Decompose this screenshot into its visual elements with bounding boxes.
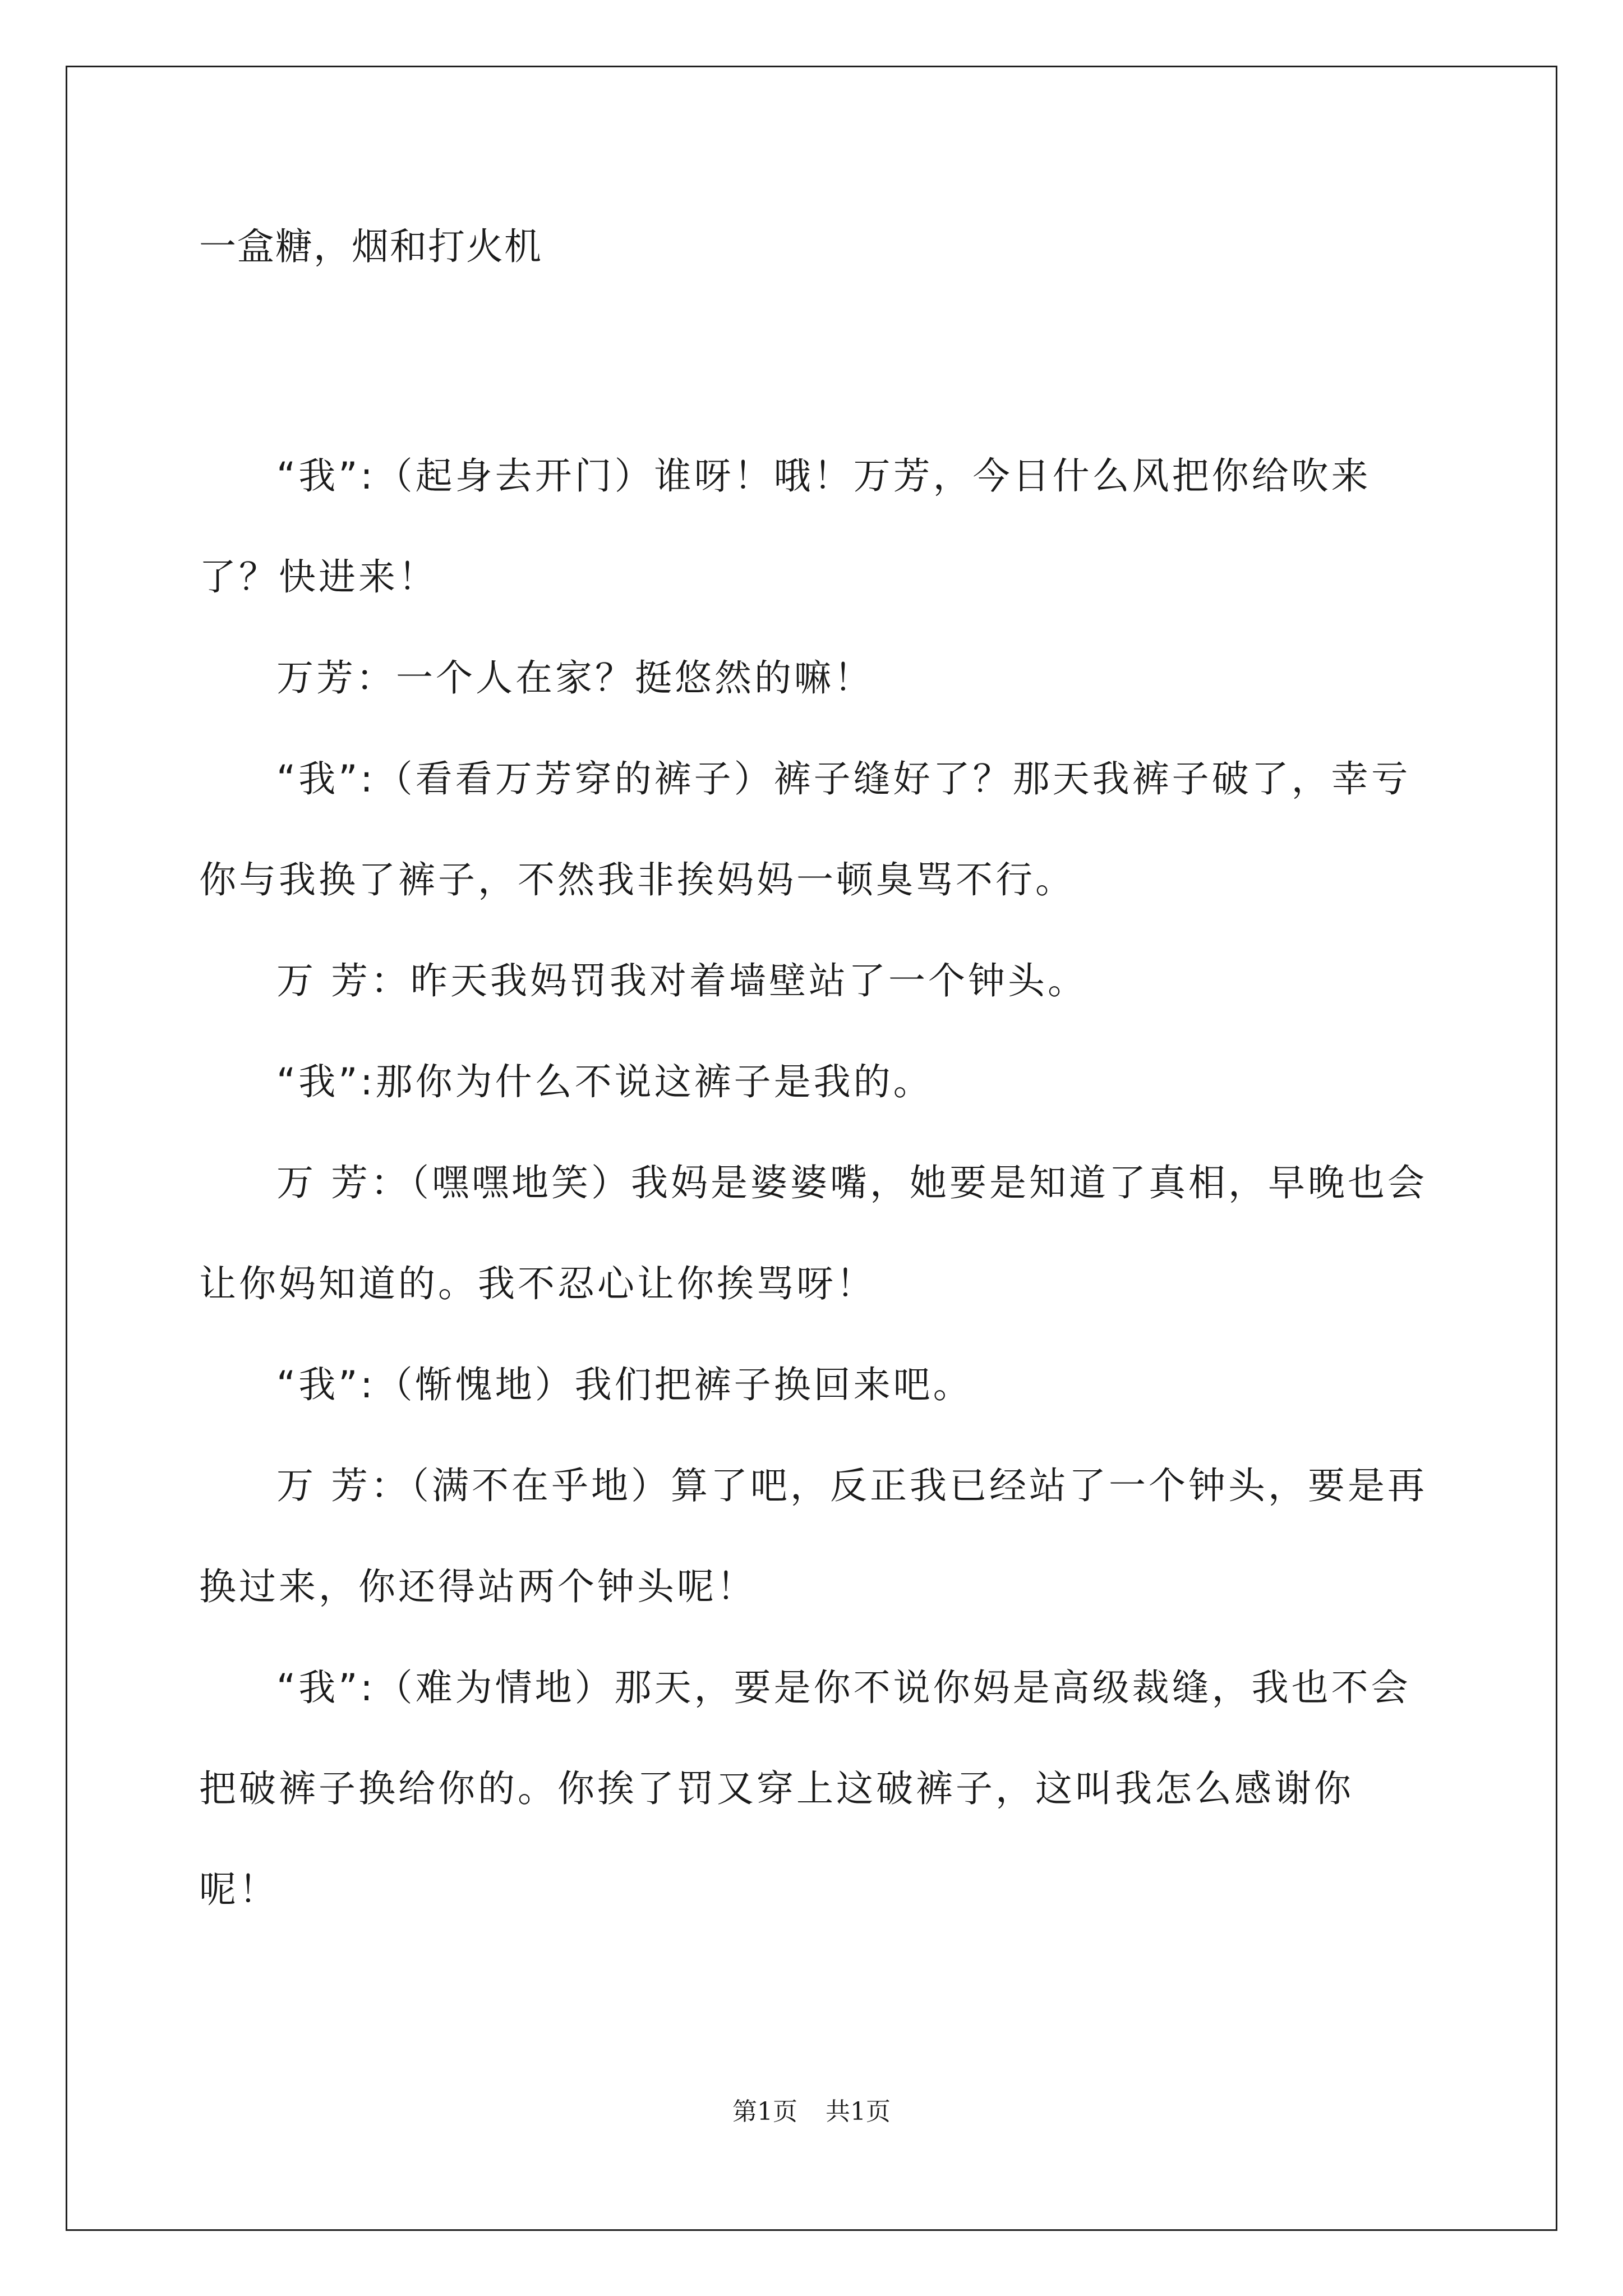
paragraph: 万 芳：（嘿嘿地笑）我妈是婆婆嘴，她要是知道了真相，早晚也会让你妈知道的。我不忍心让你挨骂呀！ <box>199 1161 1427 1305</box>
paragraph: “我”:（难为情地）那天，要是你不说你妈是高级裁缝，我也不会把破裤子换给你的。你挨了罚又穿上这破裤子，这叫我怎么感谢你呢！ <box>199 1666 1411 1911</box>
document-title: 一盒糖，烟和打火机 <box>199 225 542 268</box>
document-body <box>199 426 1433 1940</box>
paragraph: “我”:（看看万芳穿的裤子）裤子缝好了？那天我裤子破了，幸亏你与我换了裤子，不然我非挨妈妈一顿臭骂不行。 <box>199 757 1411 901</box>
paragraph: “我”:（惭愧地）我们把裤子换回来吧。 <box>276 1363 973 1406</box>
paragraph: “我”:那你为什么不说这裤子是我的。 <box>276 1060 933 1103</box>
page-footer <box>0 2095 1623 2129</box>
paragraph: 万 芳：昨天我妈罚我对着墙壁站了一个钟头。 <box>276 959 1087 1002</box>
paragraph: 万芳：一个人在家？挺悠然的嘛！ <box>276 656 874 700</box>
paragraph: “我”:（起身去开门）谁呀！哦！万芳，今日什么风把你给吹来了？快进来！ <box>199 454 1371 599</box>
paragraph: 万 芳：（满不在乎地）算了吧，反正我已经站了一个钟头，要是再换过来，你还得站两个钟头呢！ <box>199 1464 1427 1608</box>
page-total: 共1页 <box>826 2097 891 2126</box>
page-number: 第1页 <box>732 2097 797 2126</box>
